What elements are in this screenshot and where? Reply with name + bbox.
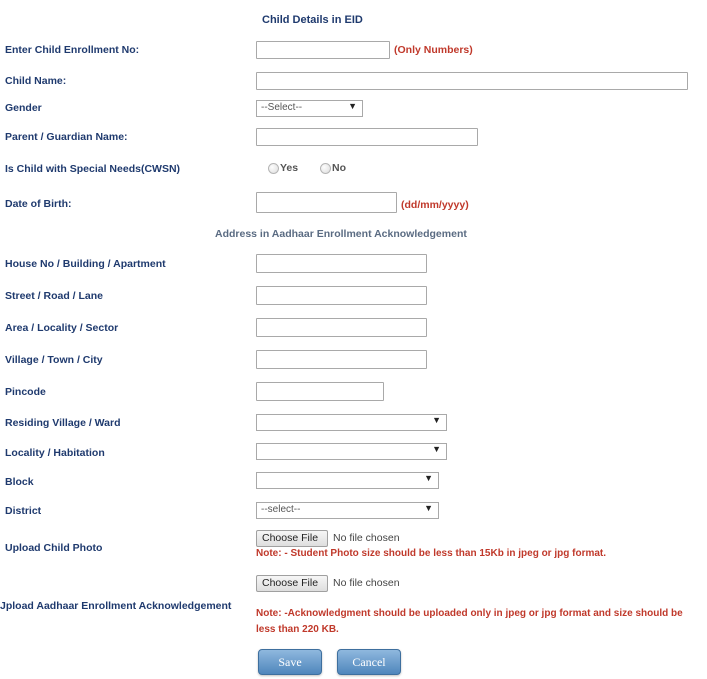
area-label: Area / Locality / Sector: [5, 322, 119, 334]
district-label: District: [5, 505, 42, 517]
address-section-title: Address in Aadhaar Enrollment Acknowledgement: [215, 228, 467, 240]
acknowledgement-upload-note: Note: -Acknowledgment should be uploaded only in jpeg or jpg format and size should be less than 220 KB.: [256, 608, 683, 635]
pincode-label: Pincode: [5, 386, 46, 398]
guardian-name-input[interactable]: [256, 128, 478, 146]
enrollment-no-label: Enter Child Enrollment No:: [5, 44, 140, 56]
upload-photo-label: Upload Child Photo: [5, 542, 103, 554]
save-button[interactable]: Save: [258, 649, 322, 675]
village-label: Village / Town / City: [5, 354, 103, 366]
cancel-button[interactable]: Cancel: [337, 649, 401, 675]
residing-village-label: Residing Village / Ward: [5, 417, 121, 429]
gender-select[interactable]: [256, 100, 363, 117]
child-name-input[interactable]: [256, 72, 688, 90]
choose-photo-button[interactable]: Choose File: [256, 530, 328, 547]
photo-upload-note: Note: - Student Photo size should be less than 15Kb in jpeg or jpg format.: [256, 548, 607, 559]
cwsn-yes-label: Yes: [280, 162, 299, 174]
chevron-down-icon: ▼: [424, 473, 433, 483]
district-selected-value: --select--: [261, 504, 301, 515]
gender-selected-value: --Select--: [261, 102, 303, 113]
cwsn-label: Is Child with Special Needs(CWSN): [5, 163, 181, 175]
dob-input[interactable]: [256, 192, 397, 213]
child-name-label: Child Name:: [5, 75, 67, 87]
cwsn-no-label: No: [332, 162, 346, 174]
guardian-name-label: Parent / Guardian Name:: [5, 131, 128, 143]
chevron-down-icon: ▼: [424, 503, 433, 513]
choose-acknowledgement-button[interactable]: Choose File: [256, 575, 328, 592]
photo-file-status: No file chosen: [333, 532, 400, 544]
area-input[interactable]: [256, 318, 427, 337]
house-input[interactable]: [256, 254, 427, 273]
residing-village-select[interactable]: [256, 414, 447, 431]
street-label: Street / Road / Lane: [5, 290, 104, 302]
cwsn-no-radio[interactable]: [320, 163, 331, 174]
gender-label: Gender: [5, 102, 42, 114]
acknowledgement-file-status: No file chosen: [333, 577, 400, 589]
chevron-down-icon: ▼: [348, 101, 357, 111]
dob-hint: (dd/mm/yyyy): [401, 199, 469, 211]
habitation-select[interactable]: [256, 443, 447, 460]
block-select[interactable]: [256, 472, 439, 489]
village-input[interactable]: [256, 350, 427, 369]
chevron-down-icon: ▼: [432, 415, 441, 425]
house-label: House No / Building / Apartment: [5, 258, 166, 270]
cwsn-yes-radio[interactable]: [268, 163, 279, 174]
upload-acknowledgement-label: Jpload Aadhaar Enrollment Acknowledgement: [0, 600, 232, 612]
district-select[interactable]: [256, 502, 439, 519]
enrollment-no-input[interactable]: [256, 41, 390, 59]
enrollment-no-hint: (Only Numbers): [394, 44, 473, 56]
dob-label: Date of Birth:: [5, 198, 72, 210]
pincode-input[interactable]: [256, 382, 384, 401]
block-label: Block: [5, 476, 34, 488]
street-input[interactable]: [256, 286, 427, 305]
habitation-label: Locality / Habitation: [5, 447, 105, 459]
chevron-down-icon: ▼: [432, 444, 441, 454]
form-title: Child Details in EID: [262, 14, 363, 26]
